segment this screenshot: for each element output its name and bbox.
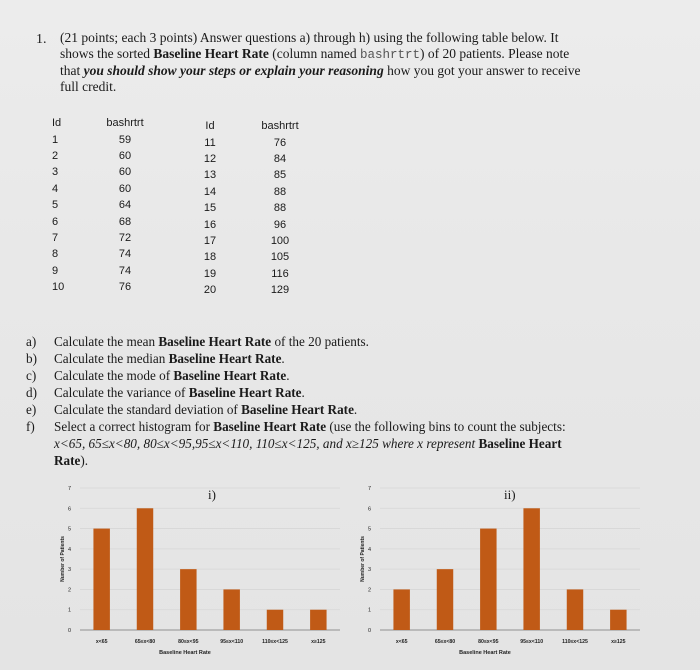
cell-id: 7 <box>52 231 59 244</box>
cell-id: 17 <box>203 234 217 247</box>
x-axis-label: Baseline Heart Rate <box>459 650 511 656</box>
subquestion-text: Calculate the variance of <box>54 385 189 400</box>
table-row <box>48 263 160 279</box>
x-tick-label: 110≤x<125 <box>262 639 288 645</box>
heart-rate-table-left <box>48 115 160 295</box>
cell-bashrtrt: 76 <box>273 136 287 149</box>
cell-id: 11 <box>204 136 216 149</box>
x-tick-label: 80≤x<95 <box>478 639 499 645</box>
cell-id: 19 <box>203 267 217 280</box>
cell-bashrtrt: 85 <box>273 169 287 182</box>
column-name-code: bashrtrt <box>359 48 420 62</box>
y-tick-label: 6 <box>367 506 371 513</box>
histogram-bar <box>610 610 626 630</box>
cell-bashrtrt: 64 <box>118 199 132 212</box>
histogram-option-ii[interactable] <box>360 478 650 656</box>
subquestion-f-line-3 <box>26 452 686 469</box>
histogram-bar <box>523 508 539 630</box>
question-number: 1. <box>36 32 47 47</box>
table-row <box>195 167 335 183</box>
histogram-title: i) <box>208 487 216 502</box>
y-tick-label: 1 <box>367 607 371 614</box>
table-header-row <box>195 118 335 134</box>
intro-text: ) of 20 patients. Please note <box>419 46 570 61</box>
header-id: Id <box>52 117 62 130</box>
x-tick-label: 110≤x<125 <box>562 639 588 645</box>
subquestion-text: Calculate the mean <box>54 334 159 349</box>
intro-bold-term: Baseline Heart Rate <box>153 46 269 61</box>
subquestion-b <box>26 350 686 367</box>
x-tick-label: 95≤x<110 <box>520 639 544 645</box>
subquestion-c <box>26 367 686 384</box>
x-tick-label: 65≤x<80 <box>434 639 456 645</box>
cell-id: 3 <box>52 166 59 179</box>
cell-bashrtrt: 88 <box>273 202 287 215</box>
y-tick-label: 7 <box>367 486 371 492</box>
subquestion-letter: f) <box>26 419 35 434</box>
table-header-row <box>48 115 160 131</box>
histogram-svg <box>60 478 350 656</box>
cell-bashrtrt: 105 <box>270 251 290 264</box>
histogram-bar <box>437 569 453 630</box>
x-tick-label: x≥125 <box>611 639 626 645</box>
x-tick-label: x<65 <box>395 639 408 645</box>
table-row <box>195 233 335 249</box>
heart-rate-table-right <box>195 118 335 298</box>
cell-id: 9 <box>52 264 59 277</box>
subquestion-letter: d) <box>26 385 37 400</box>
histogram-bar <box>180 569 196 630</box>
table-row <box>195 151 335 167</box>
table-row <box>195 249 335 265</box>
intro-line-4: full credit. <box>60 79 117 94</box>
table-row <box>195 216 335 232</box>
cell-id: 12 <box>203 152 217 165</box>
y-tick-label: 5 <box>367 526 371 533</box>
table-row <box>48 279 160 295</box>
subquestion-e <box>26 401 686 418</box>
table-row <box>195 200 335 216</box>
cell-id: 18 <box>203 251 217 264</box>
table-row <box>48 181 160 197</box>
subquestion-d <box>26 384 686 401</box>
histogram-bar <box>567 589 583 630</box>
histogram-svg <box>360 478 650 656</box>
subquestion-bold: Rate <box>54 453 81 468</box>
y-tick-label: 4 <box>367 546 371 553</box>
cell-id: 13 <box>203 169 217 182</box>
subquestion-f-line-2 <box>26 435 686 452</box>
intro-text: that <box>60 63 81 78</box>
x-tick-label: 95≤x<110 <box>220 639 244 645</box>
subquestion-bold: Baseline Heart Rate <box>158 334 272 349</box>
y-tick-label: 7 <box>67 486 71 492</box>
cell-id: 5 <box>52 199 59 212</box>
table-row <box>48 131 160 147</box>
y-tick-label: 0 <box>367 628 371 634</box>
cell-id: 16 <box>203 218 217 231</box>
cell-bashrtrt: 100 <box>270 234 290 247</box>
subquestion-list <box>26 333 686 469</box>
table-row <box>48 230 160 246</box>
header-bashrtrt: bashrtrt <box>106 117 144 130</box>
y-axis-label: Number of Patients <box>360 536 366 582</box>
y-tick-label: 4 <box>67 546 71 553</box>
intro-emphasis: you should show your steps or explain your reasoning <box>83 63 384 78</box>
intro-text: how you got your answer to receive <box>387 63 581 78</box>
table-row <box>195 282 335 298</box>
table-row <box>48 197 160 213</box>
y-tick-label: 2 <box>67 587 71 594</box>
header-id: Id <box>205 120 215 133</box>
subquestion-text: . <box>353 402 358 417</box>
subquestion-text: Calculate the mode of <box>54 368 174 383</box>
table-row <box>48 148 160 164</box>
x-tick-label: x<65 <box>95 639 108 645</box>
question-intro <box>60 30 660 95</box>
subquestion-bold: Baseline Heart Rate <box>168 351 282 366</box>
cell-id: 14 <box>203 185 217 198</box>
subquestion-text: Select a correct histogram for <box>54 419 214 434</box>
x-tick-label: x≥125 <box>311 639 326 645</box>
y-tick-label: 3 <box>67 567 71 574</box>
cell-id: 6 <box>52 215 59 228</box>
cell-bashrtrt: 88 <box>273 185 287 198</box>
histogram-bar <box>393 589 409 630</box>
subquestion-text: ). <box>80 453 89 468</box>
cell-bashrtrt: 60 <box>118 182 132 195</box>
cell-bashrtrt: 116 <box>271 267 289 280</box>
cell-bashrtrt: 60 <box>118 166 132 179</box>
cell-bashrtrt: 96 <box>273 218 287 231</box>
table-row <box>195 184 335 200</box>
intro-line-3 <box>60 63 660 79</box>
subquestion-letter: b) <box>26 351 37 366</box>
cell-bashrtrt: 84 <box>273 152 287 165</box>
cell-bashrtrt: 59 <box>118 133 132 146</box>
subquestion-letter: e) <box>26 402 37 417</box>
x-tick-label: 80≤x<95 <box>178 639 199 645</box>
cell-id: 15 <box>203 202 217 215</box>
y-tick-label: 3 <box>367 567 371 574</box>
subquestion-a <box>26 333 686 350</box>
cell-bashrtrt: 60 <box>118 149 132 162</box>
cell-id: 2 <box>52 149 59 162</box>
x-axis-label: Baseline Heart Rate <box>159 650 211 656</box>
histogram-bar <box>310 610 326 630</box>
header-bashrtrt: bashrtrt <box>261 120 299 133</box>
subquestion-text: . <box>281 351 285 366</box>
subquestion-bold: Baseline Heart Rate <box>213 419 327 434</box>
subquestion-text: . <box>286 368 290 383</box>
y-tick-label: 6 <box>67 506 71 513</box>
cell-id: 8 <box>52 248 59 261</box>
subquestion-letter: a) <box>26 334 37 349</box>
cell-id: 20 <box>203 284 217 297</box>
cell-bashrtrt: 74 <box>118 264 132 277</box>
y-tick-label: 0 <box>67 628 71 634</box>
histogram-option-i[interactable] <box>60 478 350 656</box>
subquestion-text: . <box>301 385 305 400</box>
histogram-bar <box>480 529 496 630</box>
cell-bashrtrt: 74 <box>118 248 132 261</box>
subquestion-bold: Baseline Heart Rate <box>241 402 354 417</box>
y-tick-label: 5 <box>67 526 71 533</box>
table-row <box>195 134 335 150</box>
intro-text: shows the sorted <box>60 46 150 61</box>
subquestion-text: of the 20 patients. <box>271 334 369 349</box>
intro-text: (column named <box>272 46 357 61</box>
histogram-bar <box>223 589 239 630</box>
x-tick-label: 65≤x<80 <box>134 639 156 645</box>
histogram-title: ii) <box>504 487 516 502</box>
y-tick-label: 1 <box>67 607 71 614</box>
table-row <box>195 266 335 282</box>
histogram-bar <box>137 508 153 630</box>
histogram-bar <box>267 610 283 630</box>
bin-definitions: x<65, 65≤x<80, 80≤x<95,95≤x<110, 110≤x<125, and x≥125 where x represent <box>54 436 479 451</box>
table-row <box>48 246 160 262</box>
subquestion-text: (use the following bins to count the subjects: <box>326 419 566 434</box>
table-row <box>48 164 160 180</box>
subquestion-letter: c) <box>26 368 37 383</box>
subquestion-text: Calculate the standard deviation of <box>54 402 242 417</box>
histogram-bar <box>93 529 109 630</box>
intro-line-1: (21 points; each 3 points) Answer questions a) through h) using the following table below. It <box>60 30 559 45</box>
cell-bashrtrt: 68 <box>118 215 132 228</box>
subquestion-bold: Baseline Heart Rate <box>188 385 302 400</box>
cell-id: 10 <box>52 281 65 294</box>
cell-id: 1 <box>52 133 59 146</box>
subquestion-bold: Baseline Heart Rate <box>173 368 287 383</box>
y-axis-label: Number of Patients <box>60 536 66 582</box>
cell-bashrtrt: 76 <box>118 281 132 294</box>
table-row <box>48 213 160 229</box>
subquestion-text: Calculate the median <box>54 351 169 366</box>
cell-bashrtrt: 129 <box>270 284 290 297</box>
subquestion-f <box>26 418 686 435</box>
cell-bashrtrt: 72 <box>118 231 132 244</box>
intro-line-2 <box>60 46 660 63</box>
cell-id: 4 <box>52 182 59 195</box>
subquestion-bold: Baseline Heart <box>478 436 562 451</box>
y-tick-label: 2 <box>367 587 371 594</box>
